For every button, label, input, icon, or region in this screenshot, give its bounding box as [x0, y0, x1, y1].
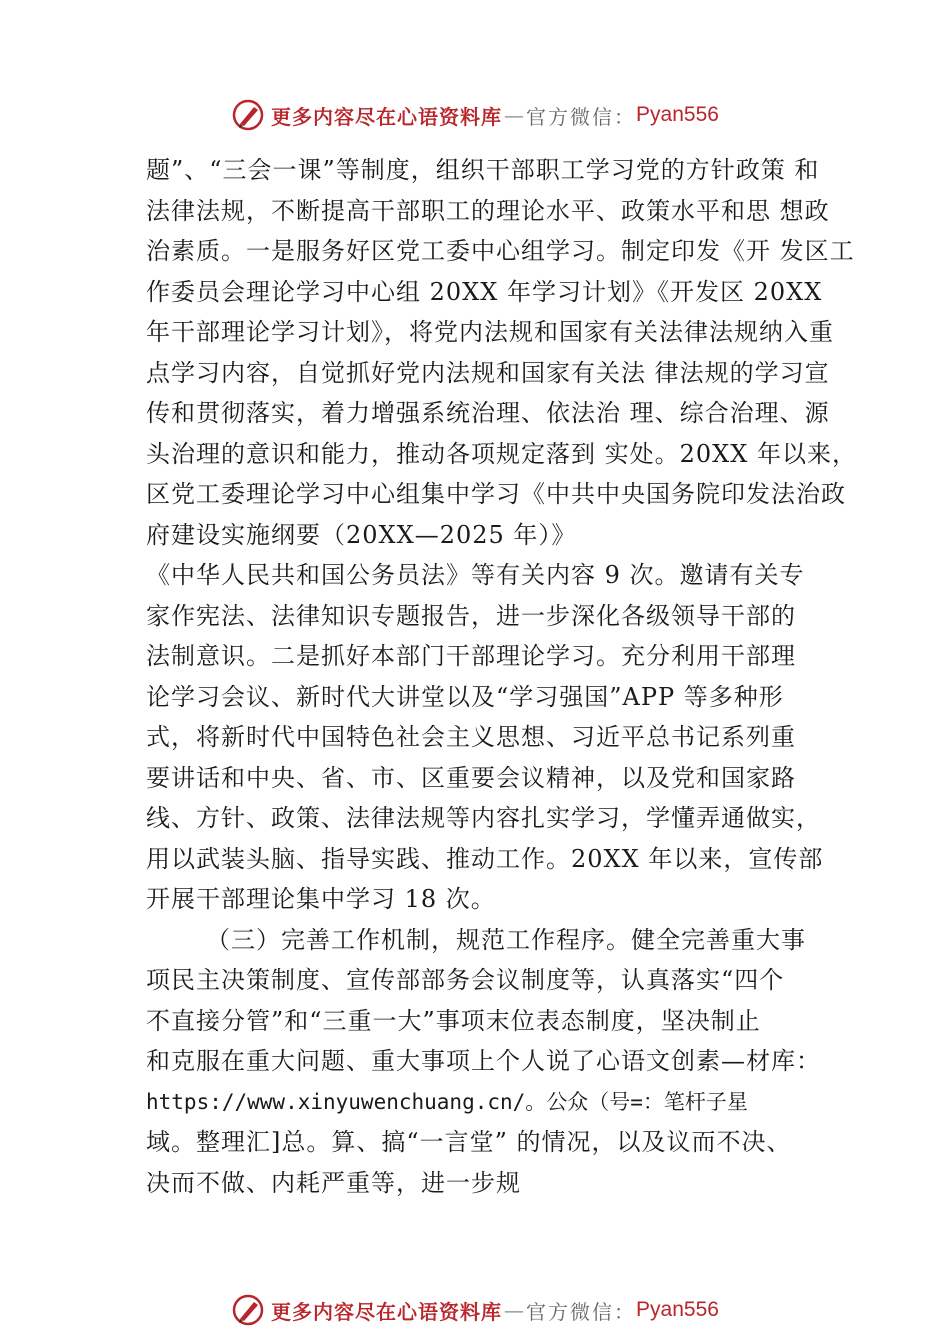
body-line: 和克服在重大问题、重大事项上个人说了心语文创素—材库：: [146, 1047, 821, 1075]
body-line: 式，将新时代中国特色社会主义思想、习近平总书记系列重: [146, 723, 796, 751]
body-line: 决而不做、内耗严重等，进一步规: [146, 1168, 521, 1197]
body-line: 区党工委理论学习中心组集中学习《中共中央国务院印发法治政: [146, 480, 846, 508]
body-line: 传和贯彻落实，着力增强系统治理、依法治 理、综合治理、源: [146, 399, 830, 427]
banner-brand-text: 更多内容尽在心语资料库: [271, 104, 503, 129]
body-line: 开展干部理论集中学习 18 次。: [146, 885, 496, 913]
header-banner: [0, 95, 950, 135]
body-line: 题”、“三会一课”等制度，组织干部职工学习党的方针政策 和: [146, 156, 820, 184]
body-line: 头治理的意识和能力，推动各项规定落到 实处。20XX 年以来，: [146, 439, 857, 468]
body-line: 项民主决策制度、宣传部部务会议制度等，认真落实“四个: [146, 966, 785, 994]
body-line: 要讲话和中央、省、市、区重要会议精神，以及党和国家路: [146, 763, 796, 792]
footer-banner: [0, 1290, 950, 1330]
body-line: 《中华人民共和国公务员法》等有关内容 9 次。邀请有关专: [146, 561, 805, 589]
body-line: 线、方针、政策、法律法规等内容扎实学习，学懂弄通做实，: [146, 804, 821, 832]
banner-wechat-id: Pyan556: [636, 1298, 719, 1321]
banner-dash: —: [504, 103, 525, 127]
url-line: https://www.xinyuwenchuang.cn/。公众（号=：笔杆子星: [146, 1089, 748, 1114]
banner-official-label: 官方微信：: [526, 104, 637, 129]
body-line: 法制意识。二是抓好本部门干部理论学习。充分利用干部理: [146, 642, 796, 670]
body-line: 用以武装头脑、指导实践、推动工作。20XX 年以来，宣传部: [146, 844, 824, 873]
banner-dash: —: [504, 1298, 525, 1322]
banner-brand-text: 更多内容尽在心语资料库: [271, 1299, 503, 1324]
body-line: 域。整理汇]总。算、搞“一言堂” 的情况，以及议而不决、: [146, 1128, 792, 1156]
body-line: 点学习内容，自觉抓好党内法规和国家有关法 律法规的学习宣: [146, 358, 830, 387]
body-line: 作委员会理论学习中心组 20XX 年学习计划》《开发区 20XX: [146, 277, 823, 306]
banner-wechat-id: Pyan556: [636, 103, 719, 126]
body-line: 府建设实施纲要（20XX—2025 年）》: [146, 520, 577, 549]
body-line: 治素质。一是服务好区党工委中心组学习。制定印发《开 发区工: [146, 237, 855, 265]
body-line: 论学习会议、新时代大讲堂以及“学习强国”APP 等多种形: [146, 682, 784, 711]
pen-logo-icon: [231, 98, 265, 132]
body-line: 家作宪法、法律知识专题报告，进一步深化各级领导干部的: [146, 601, 796, 630]
section-heading-line: （三）完善工作机制，规范工作程序。健全完善重大事: [206, 925, 806, 954]
pen-logo-icon: [231, 1293, 265, 1327]
document-body: [146, 150, 857, 1203]
body-line: 不直接分管”和“三重一大”事项末位表态制度，坚决制止: [146, 1006, 761, 1035]
body-line: 年干部理论学习计划》，将党内法规和国家有关法律法规纳入重: [146, 318, 834, 346]
banner-official-label: 官方微信：: [526, 1299, 637, 1324]
body-line: 法律法规，不断提高干部职工的理论水平、政策水平和思 想政: [146, 196, 830, 225]
